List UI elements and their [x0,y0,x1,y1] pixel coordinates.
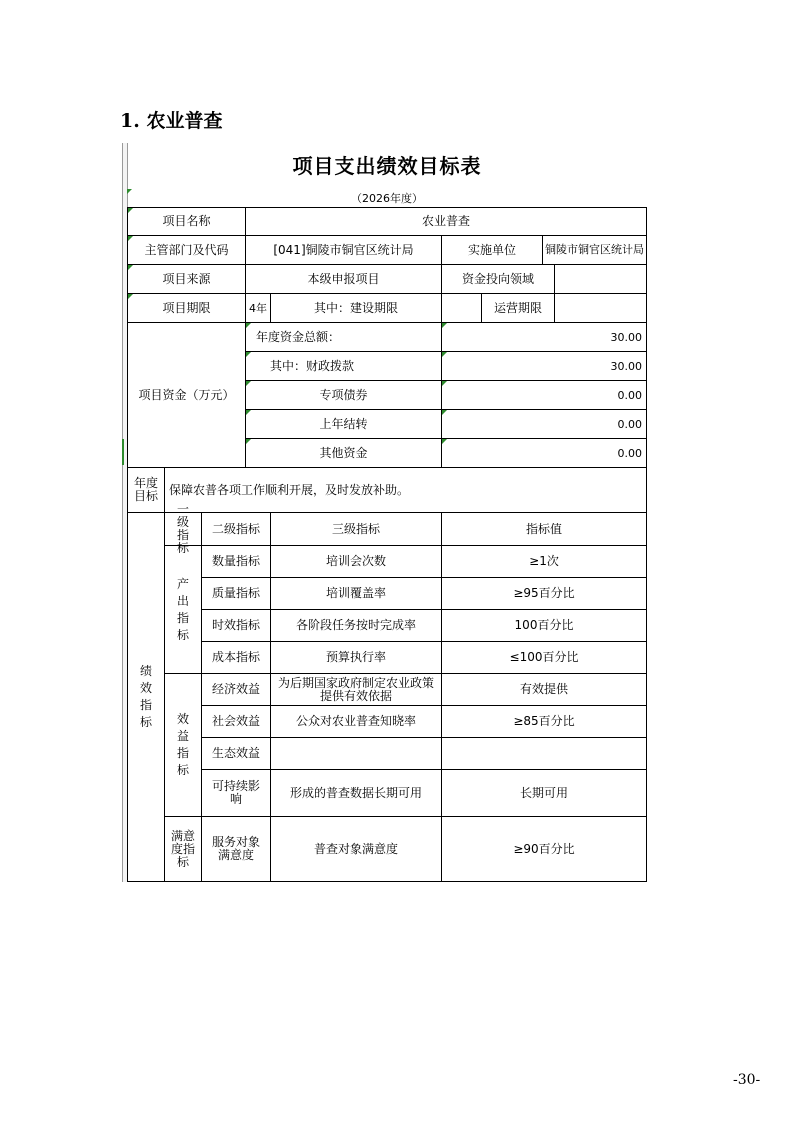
funds-carryover-value: 0.00 [441,409,647,439]
performance-target-table [122,143,647,882]
benefit-row-l2: 经济效益 [201,673,271,706]
output-row-l2: 数量指标 [201,545,271,578]
funds-other-value: 0.00 [441,438,647,468]
benefit-row-l2: 生态效益 [201,737,271,770]
hdr-l1: 一级指标 [164,512,202,546]
section-heading: 1. 农业普查 [120,110,223,132]
benefit-row-val [441,737,647,770]
funds-total-label: 年度资金总额： [245,322,442,352]
satis-row-l3: 普查对象满意度 [270,816,442,882]
period-value: 4年 [245,293,271,323]
benefit-row-l3: 为后期国家政府制定农业政策提供有效依据 [270,673,442,706]
source-value: 本级申报项目 [245,264,442,294]
benefit-row-l3: 公众对农业普查知晓率 [270,705,442,738]
dept-value: [041]铜陵市铜官区统计局 [245,235,442,265]
output-row-l2: 成本指标 [201,641,271,674]
hdr-val: 指标值 [441,512,647,546]
impl-label: 实施单位 [441,235,543,265]
page-number: -30- [733,1072,761,1088]
funds-other-label: 其他资金 [245,438,442,468]
funds-fiscal-value: 30.00 [441,351,647,381]
output-row-l2: 质量指标 [201,577,271,610]
output-row-l2: 时效指标 [201,609,271,642]
project-name-label: 项目名称 [127,207,246,236]
output-row-val: ≥95百分比 [441,577,647,610]
hdr-l2: 二级指标 [201,512,271,546]
output-row-l3: 培训覆盖率 [270,577,442,610]
funds-bond-label: 专项债券 [245,380,442,410]
output-row-l3: 培训会次数 [270,545,442,578]
benefit-label: 效益指标 [164,673,202,817]
satis-row-l2: 服务对象满意度 [201,816,271,882]
dept-label: 主管部门及代码 [127,235,246,265]
perf-label: 绩效指标 [127,512,165,882]
satis-label: 满意度指标 [164,816,202,882]
output-row-val: ≤100百分比 [441,641,647,674]
output-label: 产出指标 [164,545,202,674]
output-row-l3: 各阶段任务按时完成率 [270,609,442,642]
source-label: 项目来源 [127,264,246,294]
annual-goal-label: 年度目标 [127,467,165,513]
project-name-value: 农业普查 [245,207,647,236]
satis-row-val: ≥90百分比 [441,816,647,882]
funds-carryover-label: 上年结转 [245,409,442,439]
hdr-l3: 三级指标 [270,512,442,546]
period-label: 项目期限 [127,293,246,323]
output-row-l3: 预算执行率 [270,641,442,674]
benefit-row-val: 有效提供 [441,673,647,706]
benefit-row-l2: 可持续影响 [201,769,271,817]
field-label: 资金投向领域 [441,264,555,294]
op-value [554,293,647,323]
benefit-row-val: 长期可用 [441,769,647,817]
funds-bond-value: 0.00 [441,380,647,410]
table-title: 项目支出绩效目标表 [292,153,482,178]
benefit-row-l3: 形成的普查数据长期可用 [270,769,442,817]
op-label: 运营期限 [481,293,555,323]
output-row-val: 100百分比 [441,609,647,642]
funds-label: 项目资金（万元） [127,322,246,468]
field-value [554,264,647,294]
benefit-row-l3 [270,737,442,770]
annual-goal-value: 保障农普各项工作顺利开展，及时发放补助。 [164,467,647,513]
table-year: （2026年度） [127,189,647,207]
benefit-row-l2: 社会效益 [201,705,271,738]
funds-total-value: 30.00 [441,322,647,352]
build-label: 其中：建设期限 [270,293,442,323]
build-value [441,293,482,323]
impl-value: 铜陵市铜官区统计局 [542,235,647,265]
cell-marker [122,439,124,465]
output-row-val: ≥1次 [441,545,647,578]
benefit-row-val: ≥85百分比 [441,705,647,738]
funds-fiscal-label: 其中：财政拨款 [245,351,442,381]
